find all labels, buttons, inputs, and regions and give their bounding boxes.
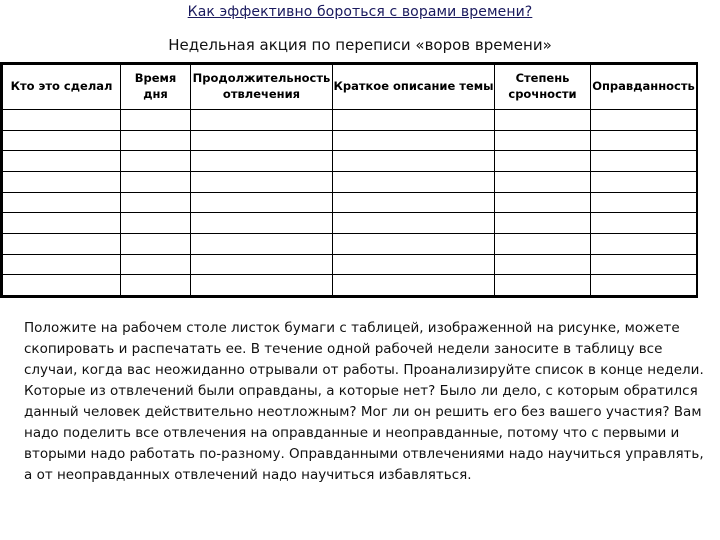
table-cell — [3, 171, 121, 192]
table-cell — [333, 192, 495, 213]
col-urgency: Степень срочности — [495, 65, 591, 110]
table-cell — [3, 192, 121, 213]
time-thieves-table — [2, 64, 697, 296]
table-cell — [333, 275, 495, 296]
table-cell — [591, 233, 697, 254]
table-cell — [591, 254, 697, 275]
table-cell — [333, 171, 495, 192]
table-cell — [121, 192, 191, 213]
table-cell — [191, 254, 333, 275]
table-row — [3, 213, 697, 234]
table-cell — [495, 151, 591, 172]
table-cell — [591, 110, 697, 131]
table-cell — [121, 171, 191, 192]
table-cell — [495, 254, 591, 275]
table-cell — [121, 110, 191, 131]
time-thieves-table-image — [0, 62, 698, 298]
table-cell — [121, 151, 191, 172]
table-cell — [191, 110, 333, 131]
table-cell — [3, 151, 121, 172]
table-cell — [591, 171, 697, 192]
col-who: Кто это сделал — [3, 65, 121, 110]
table-row — [3, 254, 697, 275]
table-cell — [121, 254, 191, 275]
table-header-row — [3, 65, 697, 110]
table-cell — [3, 130, 121, 151]
table-row — [3, 275, 697, 296]
table-cell — [3, 275, 121, 296]
table-cell — [495, 192, 591, 213]
col-justification: Оправданность — [591, 65, 697, 110]
table-cell — [333, 130, 495, 151]
page-subtitle: Недельная акция по переписи «воров времени» — [168, 36, 552, 54]
table-cell — [121, 233, 191, 254]
table-row — [3, 110, 697, 131]
table-row — [3, 192, 697, 213]
table-cell — [121, 275, 191, 296]
table-cell — [3, 254, 121, 275]
table-cell — [191, 233, 333, 254]
table-cell — [591, 130, 697, 151]
table-cell — [191, 171, 333, 192]
table-cell — [3, 110, 121, 131]
table-cell — [3, 213, 121, 234]
table-cell — [333, 213, 495, 234]
table-cell — [591, 192, 697, 213]
table-cell — [591, 275, 697, 296]
table-cell — [333, 233, 495, 254]
table-cell — [591, 213, 697, 234]
table-cell — [495, 275, 591, 296]
col-duration: Продолжительность отвлечения — [191, 65, 333, 110]
table-cell — [3, 233, 121, 254]
table-cell — [495, 130, 591, 151]
table-cell — [191, 275, 333, 296]
table-row — [3, 130, 697, 151]
table-row — [3, 151, 697, 172]
title-link[interactable]: Как эффективно бороться с ворами времени? — [187, 4, 533, 20]
table-cell — [495, 213, 591, 234]
table-cell — [495, 233, 591, 254]
table-row — [3, 233, 697, 254]
table-cell — [121, 213, 191, 234]
table-cell — [591, 151, 697, 172]
table-cell — [191, 151, 333, 172]
table-cell — [495, 110, 591, 131]
table-row — [3, 171, 697, 192]
table-cell — [191, 130, 333, 151]
col-time-of-day: Время дня — [121, 65, 191, 110]
table-cell — [495, 171, 591, 192]
col-topic: Краткое описание темы — [333, 65, 495, 110]
table-cell — [333, 151, 495, 172]
table-cell — [121, 130, 191, 151]
table-cell — [333, 254, 495, 275]
instructions-paragraph: Положите на рабочем столе листок бумаги с таблицей, изображенной на рисунке, можете скопировать и распечатать ее. В течение одной рабочей недели заносите в таблицу все случаи, когда вас неожиданно отрывали от работы. Проанализируйте список в конце недели. Которые из отвлечений были оправданы, а которые нет? Было ли дело, с которым обратился данный человек действительно неотложным? Мог ли он решить его без вашего участия? Вам надо поделить все отвлечения на оправданные и неоправданные, потому что с первыми и вторыми надо работать по-разному. Оправданными отвлечениями надо научиться управлять, а от неоправданных отвлечений надо научиться избавляться. — [24, 320, 704, 483]
table-cell — [191, 192, 333, 213]
table-cell — [333, 110, 495, 131]
table-cell — [191, 213, 333, 234]
